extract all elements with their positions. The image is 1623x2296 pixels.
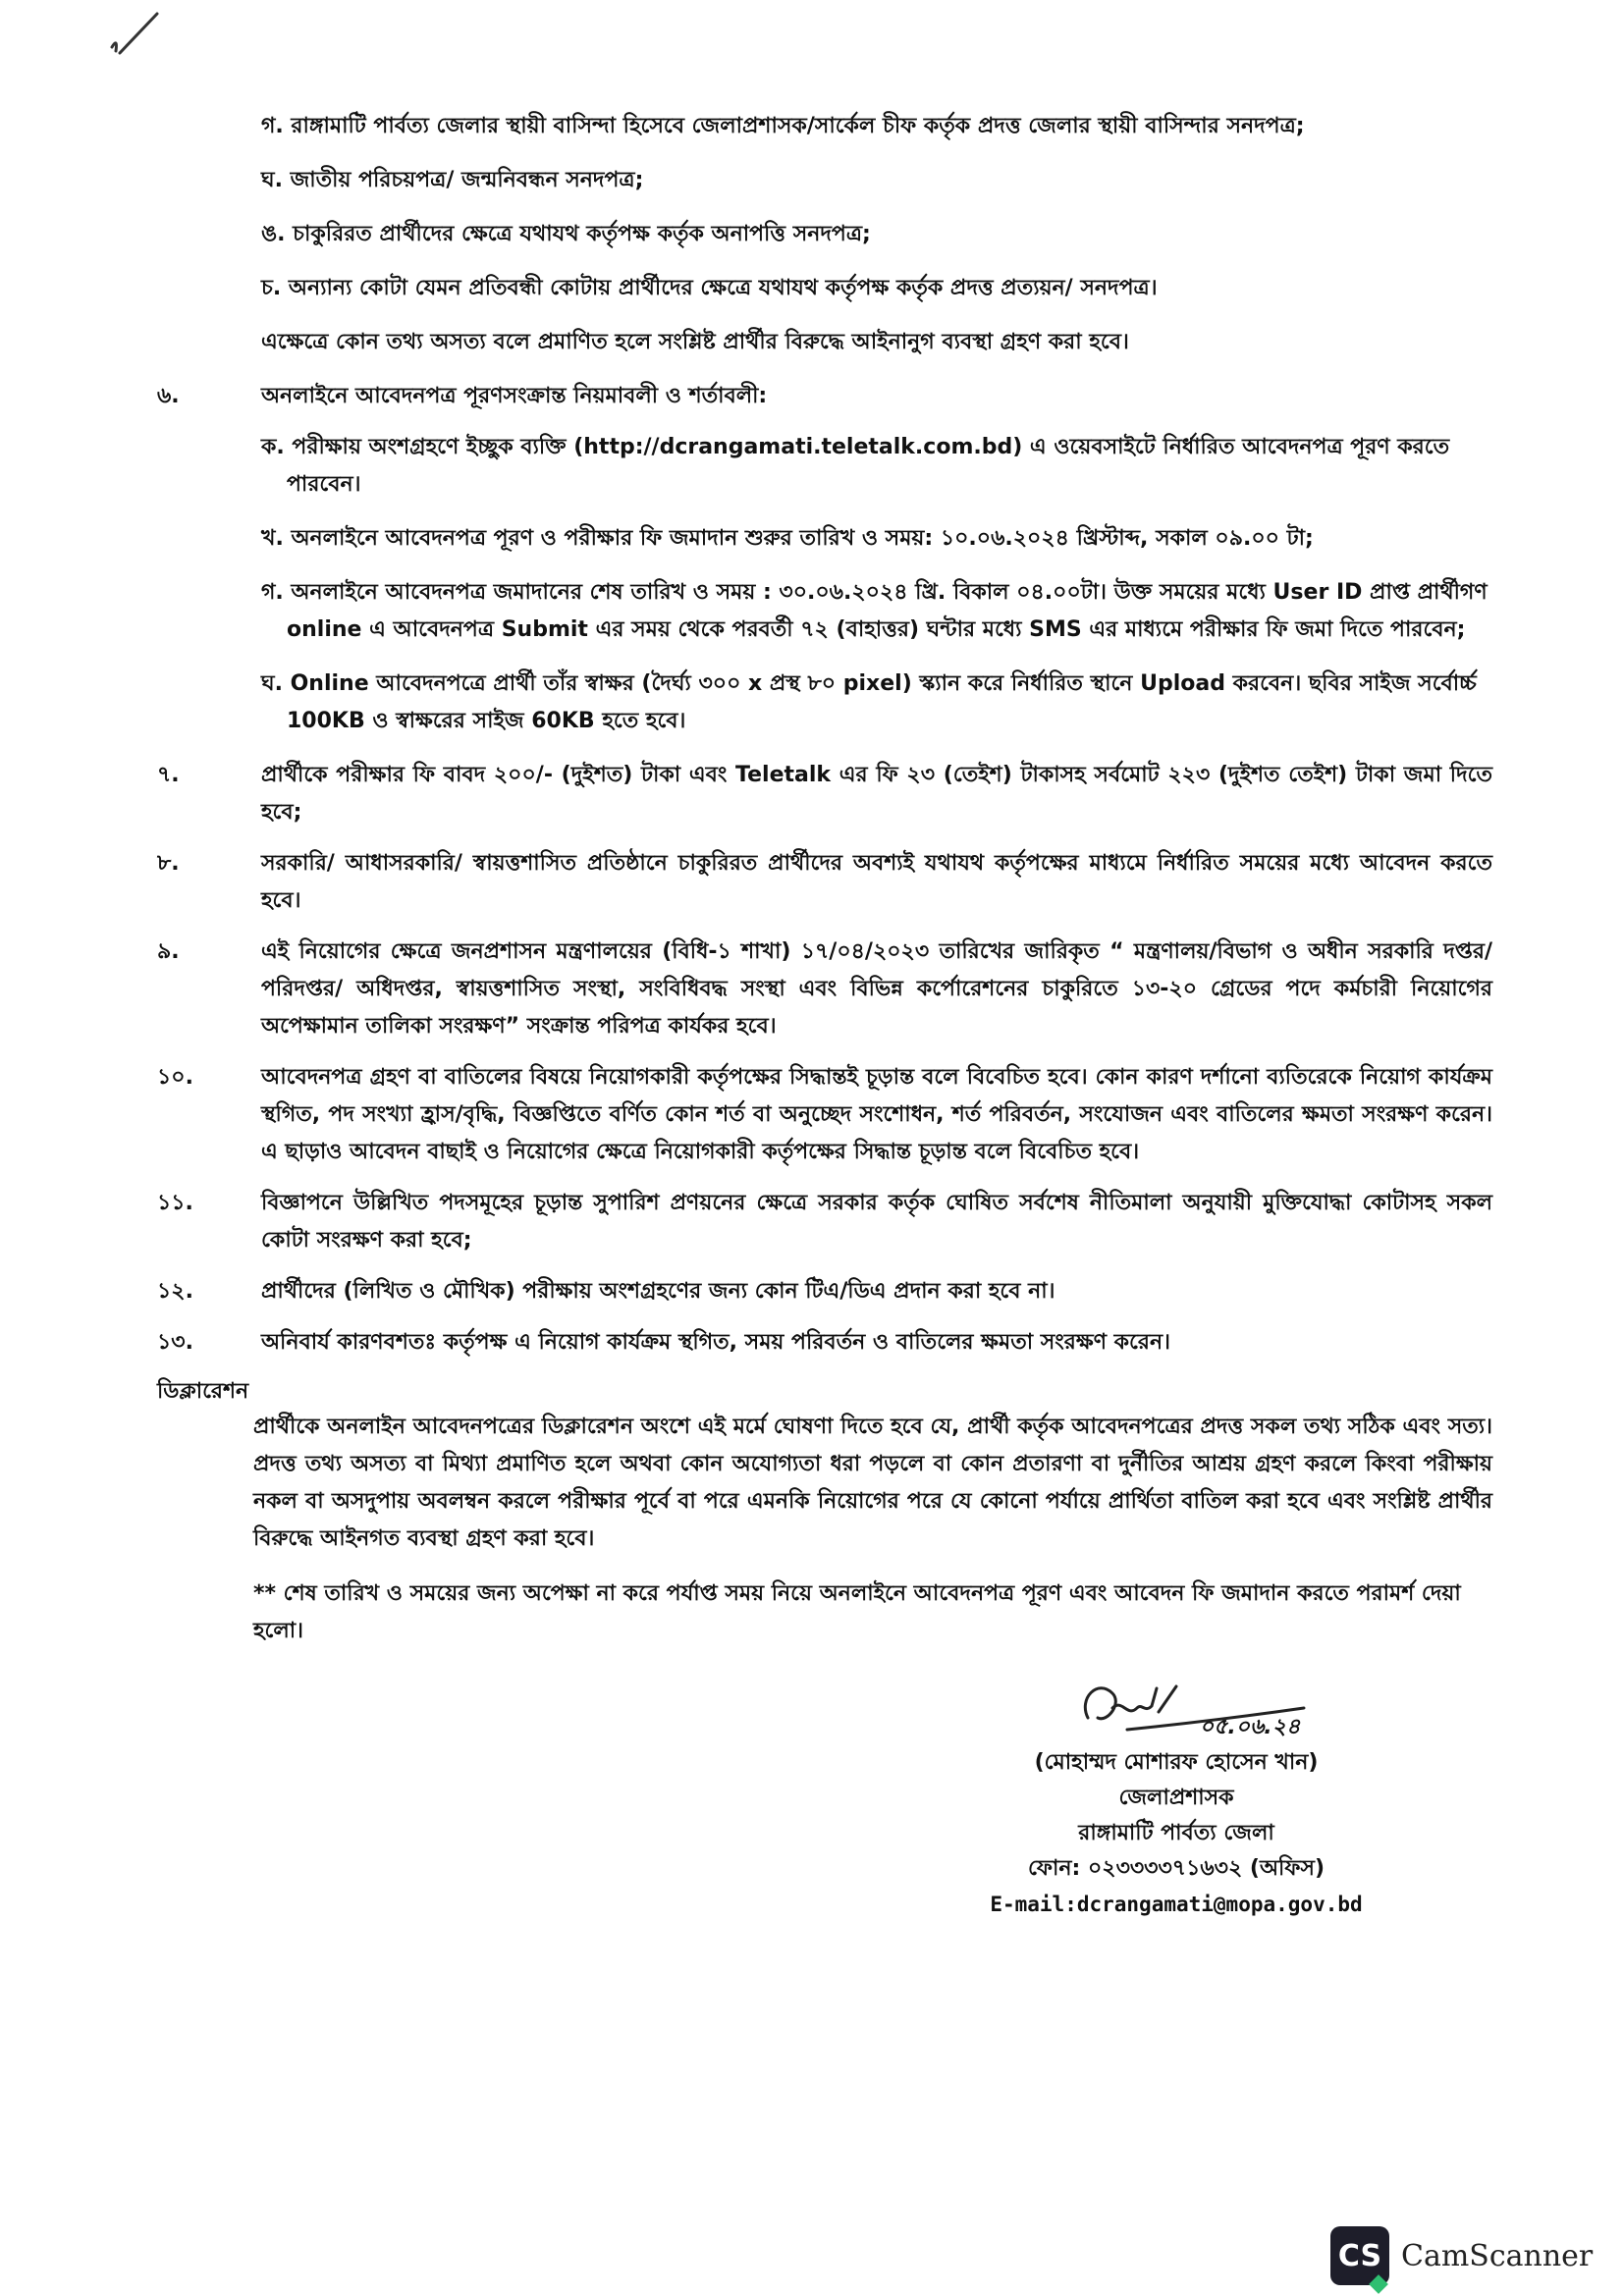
signatory-designation: জেলাপ্রশাসক [1118, 1786, 1234, 1810]
declaration-section [157, 1375, 1492, 1558]
doc-line-ga: গ. রাঙ্গামাটি পার্বত্য জেলার স্থায়ী বাসিন্দা হিসেবে জেলাপ্রশাসক/সার্কেল চীফ কর্তৃক প্রদত্ত জেলার স্থায়ী বাসিন্দার সনদপত্র; [261, 114, 1305, 138]
declaration-text: প্রার্থীকে অনলাইন আবেদনপত্রের ডিক্লারেশন অংশে এই মর্মে ঘোষণা দিতে হবে যে, প্রার্থী কর্তৃক আবেদনপত্রের প্রদত্ত সকল তথ্য সঠিক এবং সত্য। প্রদত্ত তথ্য অসত্য বা মিথ্যা প্রমাণিত হলে অথবা কোন অযোগ্যতা ধরা পড়লে বা কোন প্রতারণা বা দুর্নীতির আশ্রয় গ্রহণ করলে কিংবা পরীক্ষায় নকল বা অসদুপায় অবলম্বন করলে পরীক্ষার পূর্বে বা পরে এমনকি নিয়োগের পরে যে কোনো পর্যায়ে প্রার্থিতা বাতিল করা হবে এবং সংশ্লিষ্ট প্রার্থীর বিরুদ্ধে আইনগত ব্যবস্থা গ্রহণ করা হবে। [253, 1415, 1492, 1551]
signatory-email: E-mail:dcrangamati@mopa.gov.bd [990, 1893, 1363, 1916]
item-text: বিজ্ঞাপনে উল্লিখিত পদসমূহের চূড়ান্ত সুপারিশ প্রণয়নের ক্ষেত্রে সরকার কর্তৃক ঘোষিত সর্বশেষ নীতিমালা অনুযায়ী মুক্তিযোদ্ধা কোটাসহ সকল কোটা সংরক্ষণ করা হবে; [261, 1191, 1492, 1253]
declaration-heading: ডিক্লারেশন [157, 1379, 249, 1404]
item-number: ১১. [157, 1191, 193, 1215]
signatory-name: (মোহাম্মদ মোশারফ হোসেন খান) [1034, 1750, 1319, 1775]
required-documents-list [261, 108, 1492, 361]
advice-note: ** শেষ তারিখ ও সময়ের জন্য অপেক্ষা না করে পর্যাপ্ত সময় নিয়ে অনলাইনে আবেদনপত্র পূরণ এবং আবেদন ফি জমাদান করতে পরামর্শ দেয়া হলো। [253, 1581, 1461, 1643]
subitem-gha: ঘ. Online আবেদনপত্রে প্রার্থী তাঁর স্বাক্ষর (দৈর্ঘ্য ৩০০ x প্রস্থ ৮০ pixel) স্ক্যান করে নির্ধারিত স্থানে Upload করবেন। ছবির সাইজ সর্বোর্চ্চ 100KB ও স্বাক্ষরের সাইজ 60KB হতে হবে। [261, 671, 1477, 733]
item-number: ১২. [157, 1279, 193, 1304]
item-10 [157, 1059, 1492, 1171]
item-7 [157, 757, 1492, 831]
item-12 [157, 1273, 1492, 1310]
subitem-ga: গ. অনলাইনে আবেদনপত্র জমাদানের শেষ তারিখ ও সময় : ৩০.০৬.২০২৪ খ্রি. বিকাল ০৪.০০টা। উক্ত সময়ের মধ্যে User ID প্রাপ্ত প্রার্থীগণ online এ আবেদনপত্র Submit এর সময় থেকে পরবর্তী ৭২ (বাহাত্তর) ঘন্টার মধ্যে SMS এর মাধ্যমে পরীক্ষার ফি জমা দিতে পারবেন; [261, 580, 1488, 642]
item-number: ১০. [157, 1065, 193, 1090]
item-text: অনিবার্য কারণবশতঃ কর্তৃপক্ষ এ নিয়োগ কার্যক্রম স্থগিত, সময় পরিবর্তন ও বাতিলের ক্ষমতা সংরক্ষণ করেন। [261, 1330, 1170, 1355]
item-9 [157, 934, 1492, 1045]
item-number: ৭. [157, 763, 180, 787]
camscanner-logo-icon: CS [1330, 2226, 1389, 2285]
doc-warning-line: এক্ষেত্রে কোন তথ্য অসত্য বলে প্রমাণিত হলে সংশ্লিষ্ট প্রার্থীর বিরুদ্ধে আইনানুগ ব্যবস্থা গ্রহণ করা হবে। [261, 330, 1129, 354]
item-text: সরকারি/ আধাসরকারি/ স্বায়ত্তশাসিত প্রতিষ্ঠানে চাকুরিরত প্রার্থীদের অবশ্যই যথাযথ কর্তৃপক্ষের মাধ্যমে নির্ধারিত সময়ের মধ্যে আবেদন করতে হবে। [261, 851, 1492, 913]
signatory-office: রাঙ্গামাটি পার্বত্য জেলা [1078, 1821, 1274, 1845]
subitem-ka: ক. পরীক্ষায় অংশগ্রহণে ইচ্ছুক ব্যক্তি (http://dcrangamati.teletalk.com.bd) এ ওয়েবসাইটে নির্ধারিত আবেদনপত্র পূরণ করতে পারবেন। [261, 435, 1450, 497]
item-text: এই নিয়োগের ক্ষেত্রে জনপ্রশাসন মন্ত্রণালয়ের (বিধি-১ শাখা) ১৭/০৪/২০২৩ তারিখের জারিকৃত “ মন্ত্রণালয়/বিভাগ ও অধীন সরকারি দপ্তর/ পরিদপ্তর/ অধিদপ্তর, স্বায়ত্তশাসিত সংস্থা, সংবিধিবদ্ধ সংস্থা এবং বিভিন্ন কর্পোরেশনের চাকুরিতে ১৩-২০ গ্রেডের পদে কর্মচারী নিয়োগের অপেক্ষামান তালিকা সংরক্ষণ” সংক্রান্ত পরিপত্র কার্যকর হবে। [261, 939, 1492, 1039]
item-text: আবেদনপত্র গ্রহণ বা বাতিলের বিষয়ে নিয়োগকারী কর্তৃপক্ষের সিদ্ধান্তই চূড়ান্ত বলে বিবেচিত হবে। কোন কারণ দর্শানো ব্যতিরেকে নিয়োগ কার্যক্রম স্থগিত, পদ সংখ্যা হ্রাস/বৃদ্ধি, বিজ্ঞপ্তিতে বর্ণিত কোন শর্ত বা অনুচ্ছেদ সংশোধন, শর্ত পরিবর্তন, সংযোজন এবং বাতিলের ক্ষমতা সংরক্ষণ করেন। এ ছাড়াও আবেদন বাছাই ও নিয়োগের ক্ষেত্রে নিয়োগকারী কর্তৃপক্ষের সিদ্ধান্ত চূড়ান্ত বলে বিবেচিত হবে। [261, 1065, 1492, 1164]
doc-line-gha: ঘ. জাতীয় পরিচয়পত্র/ জন্মনিবন্ধন সনদপত্র; [261, 168, 644, 192]
camscanner-brand: CamScanner [1401, 2238, 1594, 2273]
item-6 [157, 378, 1492, 415]
item-11 [157, 1185, 1492, 1259]
doc-line-uo: ঙ. চাকুরিরত প্রার্থীদের ক্ষেত্রে যথাযথ কর্তৃপক্ষ কর্তৃক অনাপত্তি সনদপত্র; [261, 222, 871, 246]
signatory-phone: ফোন: ০২৩৩৩৩৭১৬৩২ (অফিস) [1027, 1856, 1325, 1881]
signature-date: ০৫.০৬.২৪ [1199, 1715, 1301, 1739]
subitem-kha: খ. অনলাইনে আবেদনপত্র পূরণ ও পরীক্ষার ফি জমাদান শুরুর তারিখ ও সময়: ১০.০৬.২০২৪ খ্রিস্টাব্দ, সকাল ০৯.০০ টা; [261, 526, 1314, 551]
document-body [157, 108, 1492, 1650]
item-number: ৯. [157, 939, 180, 964]
camscanner-watermark [1330, 2226, 1593, 2285]
item-text: প্রার্থীদের (লিখিত ও মৌখিক) পরীক্ষায় অংশগ্রহণের জন্য কোন টিএ/ডিএ প্রদান করা হবে না। [261, 1279, 1055, 1304]
item-text: প্রার্থীকে পরীক্ষার ফি বাবদ ২০০/- (দুইশত) টাকা এবং Teletalk এর ফি ২৩ (তেইশ) টাকাসহ সর্বমোট ২২৩ (দুইশত তেইশ) টাকা জমা দিতে হবে; [261, 763, 1492, 825]
item-13 [157, 1324, 1492, 1362]
item-number: ৮. [157, 851, 180, 876]
doc-line-cha: চ. অন্যান্য কোটা যেমন প্রতিবন্ধী কোটায় প্রার্থীদের ক্ষেত্রে যথাযথ কর্তৃপক্ষ কর্তৃক প্রদত্ত প্রত্যয়ন/ সনদপত্র। [261, 276, 1158, 300]
item-8 [157, 845, 1492, 920]
pen-mark [106, 8, 165, 57]
item-title: অনলাইনে আবেদনপত্র পূরণসংক্রান্ত নিয়মাবলী ও শর্তাবলী: [261, 384, 768, 408]
signature-block [950, 1669, 1402, 1922]
item-number: ৬. [157, 384, 180, 408]
item-6-subitems [261, 429, 1492, 740]
item-number: ১৩. [157, 1330, 193, 1355]
